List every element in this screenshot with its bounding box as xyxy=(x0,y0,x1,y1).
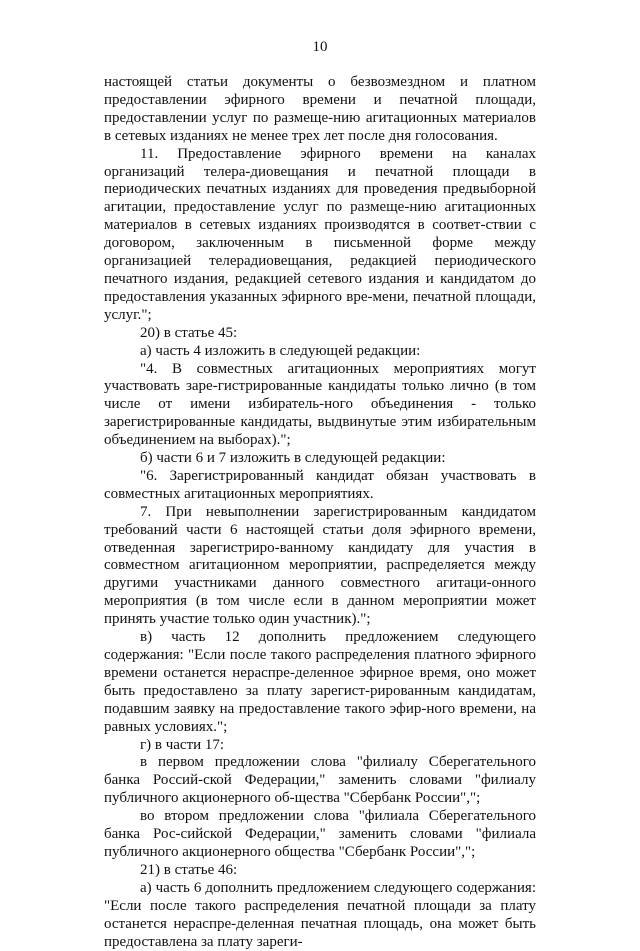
paragraph: 21) в статье 46: xyxy=(140,861,238,878)
paragraph: 7. При невыполнении зарегистрированным кандидатом требований части 6 настоящей статьи доля эфирного времени, отведенная зарегистриро-ванному кандидату для участия в совместном агитационном мероприятии, распределяется между другими участниками данного совместного агитаци-онного мероприятия (в том числе если в данном мероприятии может принять участие только один участник)."; xyxy=(104,503,536,628)
document-body xyxy=(104,74,536,951)
paragraph: 20) в статье 45: xyxy=(140,324,238,341)
page-number: 10 xyxy=(312,39,328,55)
paragraph: 11. Предоставление эфирного времени на каналах организаций телера-диовещания и печатной площади в периодических печатных изданиях для проведения предвыборной агитации, предоставление услуг по размеще-нию агитационных материалов в сетевых изданиях производятся в соответ-ствии с договором, заключенным в письменной форме между организацией телерадиовещания, редакцией периодического печатного издания, редакцией сетевого издания и кандидатом до предоставления указанных эфирного вре-мени, печатной площади, услуг."; xyxy=(104,145,536,323)
paragraph: а) часть 6 дополнить предложением следующего содержания: "Если после такого распределения печатной площади за плату останется нераспре-деленная печатная площадь, она может быть предоставлена за плату зареги- xyxy=(104,879,536,950)
paragraph: "4. В совместных агитационных мероприятиях могут участвовать заре-гистрированные кандидаты только лично (в том числе от имени избиратель-ного объединения - только зарегистрированные кандидаты, выдвинутые этим избирательным объединением на выборах)."; xyxy=(104,360,536,449)
paragraph: г) в части 17: xyxy=(140,736,225,753)
paragraph: "6. Зарегистрированный кандидат обязан участвовать в совместных агитационных мероприятиях. xyxy=(104,467,536,502)
paragraph: настоящей статьи документы о безвозмездном и платном предоставлении эфирного времени и печатной площади, предоставлении услуг по размеще-нию агитационных материалов в сетевых изданиях не менее трех лет после дня голосования. xyxy=(104,74,536,144)
paragraph: а) часть 4 изложить в следующей редакции: xyxy=(140,342,421,359)
paragraph: в первом предложении слова "филиалу Сберегательного банка Россий-ской Федерации," заменить словами "филиалу публичного акционерного об-щества "Сбербанк России","; xyxy=(104,754,536,807)
paragraph: в) часть 12 дополнить предложением следующего содержания: "Если после такого распределения платного эфирного времени останется нераспре-деленное эфирное время, оно может быть предоставлено за плату зарегист-рированным кандидатам, подавшим заявку на предоставление такого эфир-ного времени, на равных условиях."; xyxy=(104,629,536,735)
paragraph: во втором предложении слова "филиала Сберегательного банка Рос-сийской Федерации," заменить словами "филиала публичного акционерного общества "Сбербанк России","; xyxy=(104,808,536,860)
paragraph: б) части 6 и 7 изложить в следующей редакции: xyxy=(140,450,446,467)
